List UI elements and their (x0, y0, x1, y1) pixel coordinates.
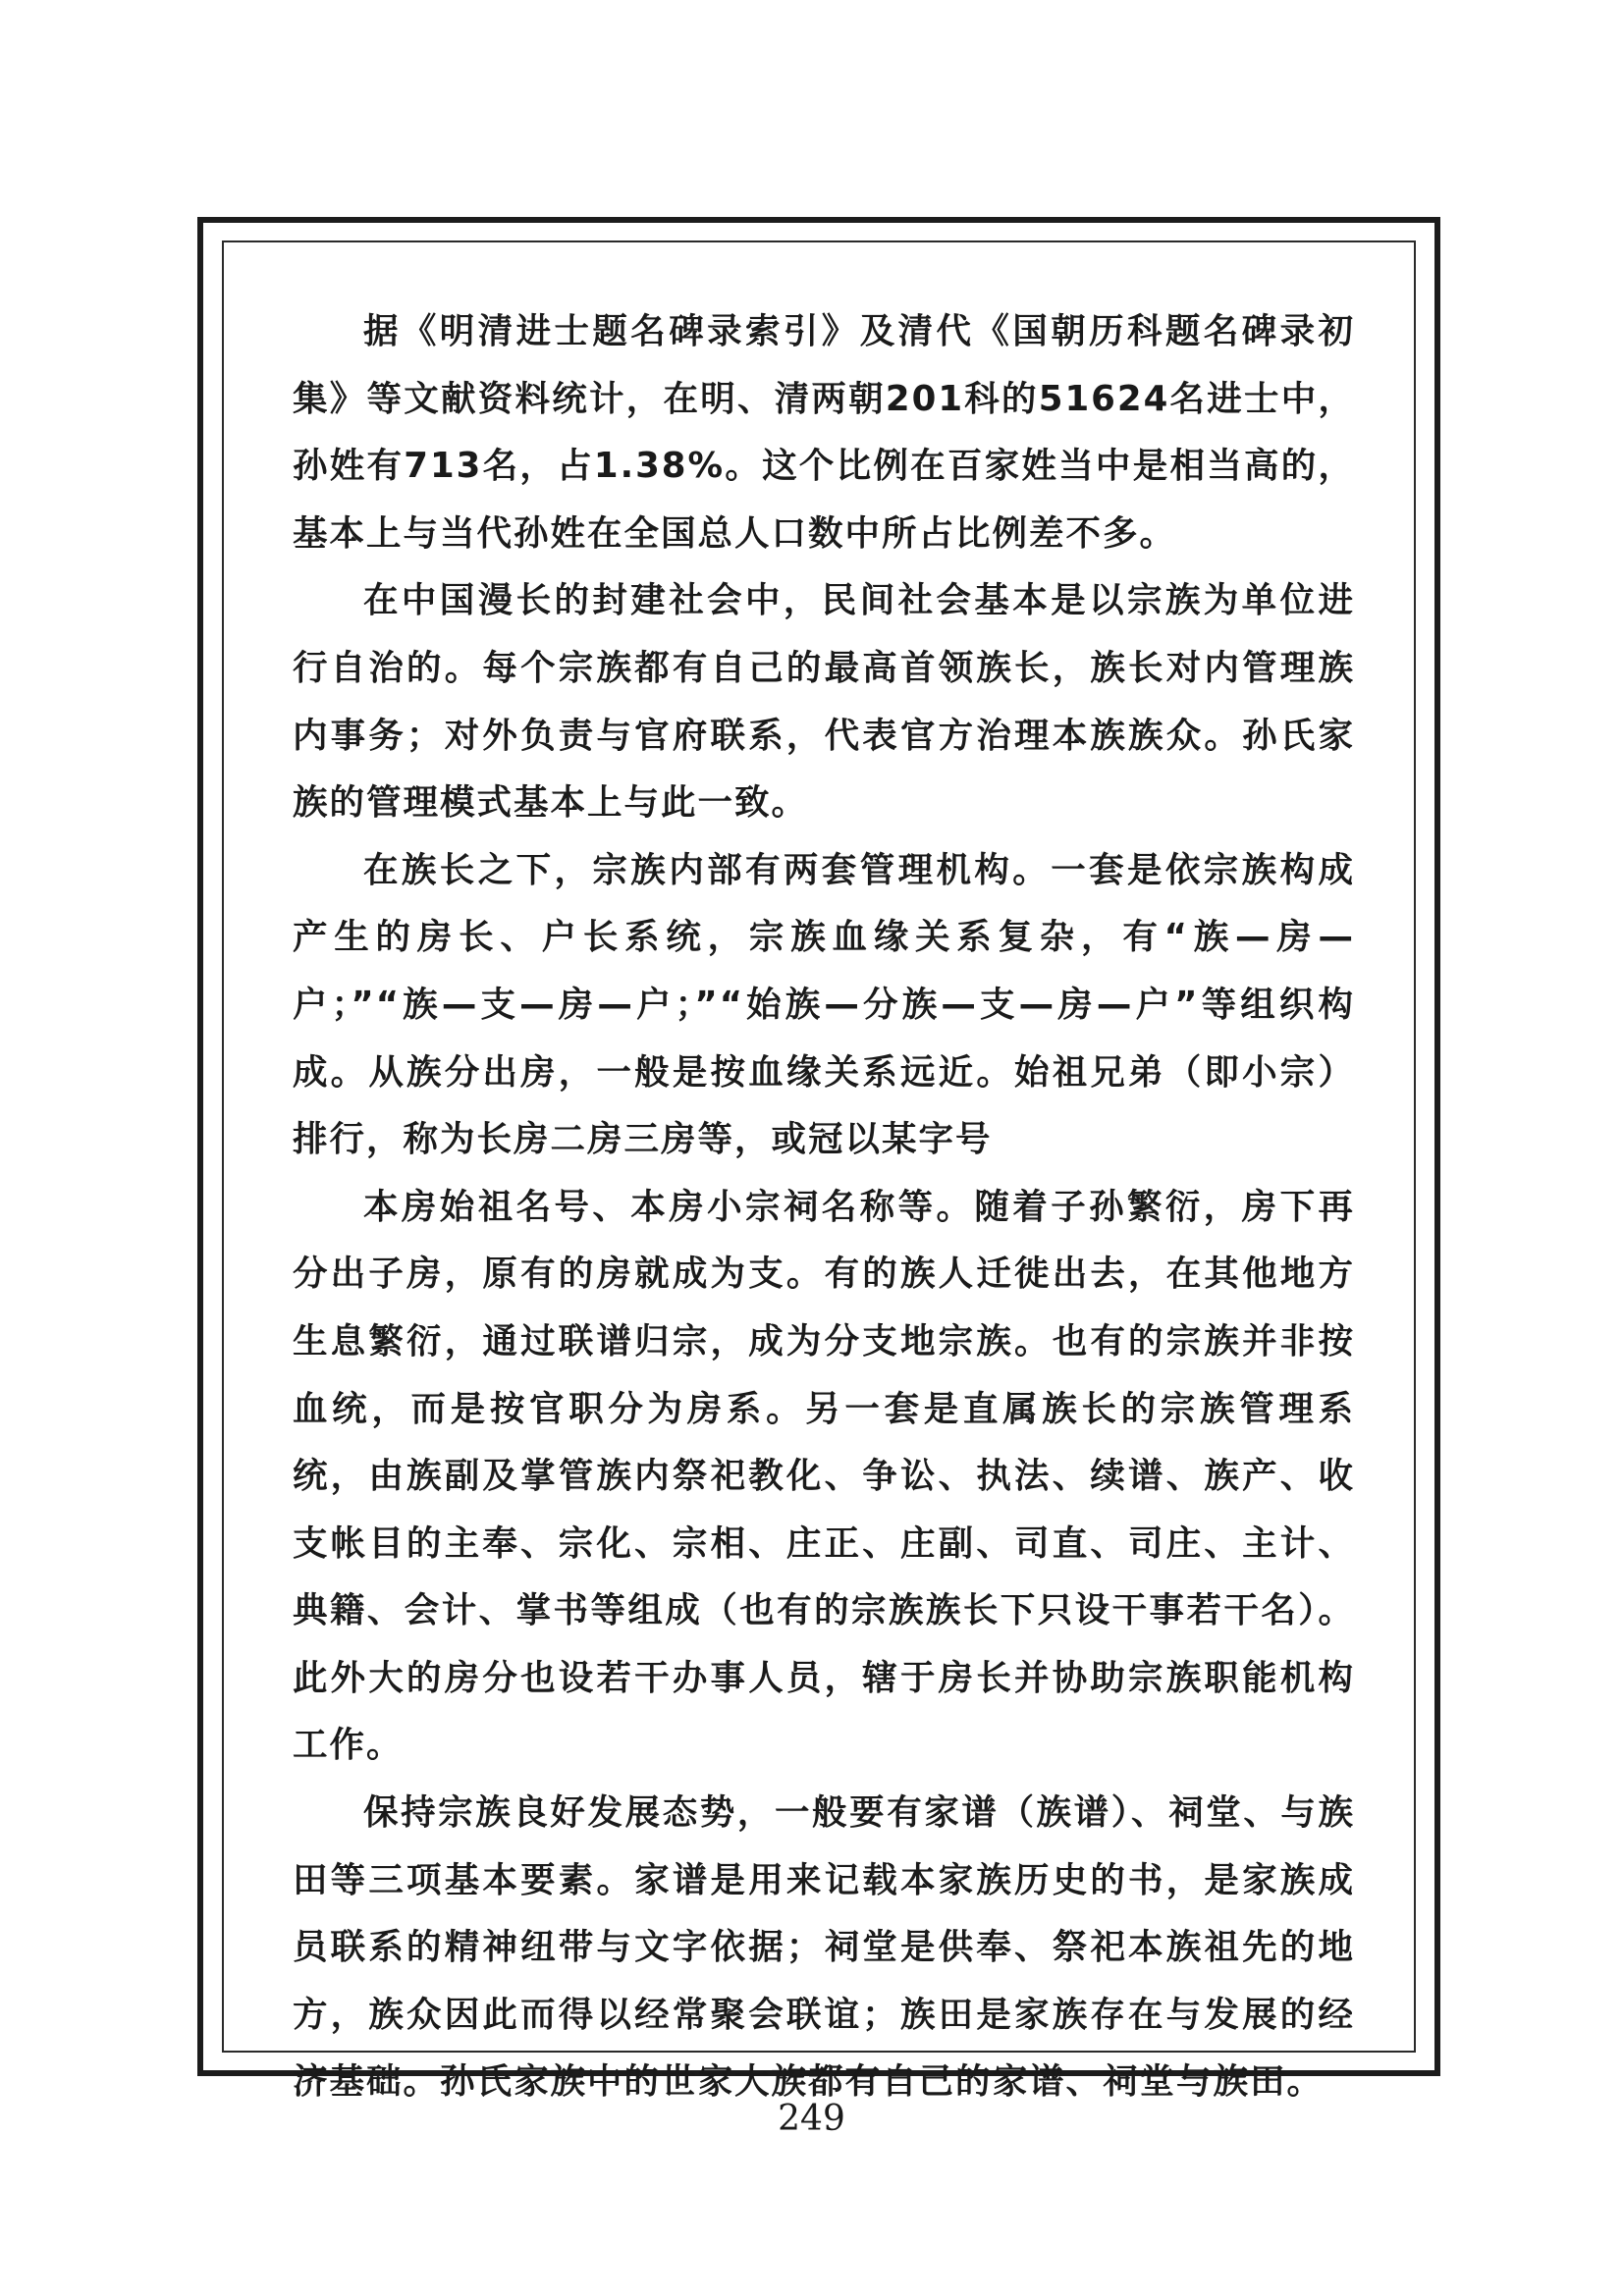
paragraph-3: 在族长之下，宗族内部有两套管理机构。一套是依宗族构成产生的房长、户长系统，宗族血缘关系复杂，有“族—房—户；”“族—支—房—户；”“始族—分族—支—房—户”等组织构成。从族分出房，一般是按血缘关系远近。始祖兄弟（即小宗）排行，称为长房二房三房等，或冠以某字号 (293, 849, 1355, 1160)
paragraph-1: 据《明清进士题名碑录索引》及清代《国朝历科题名碑录初集》等文献资料统计，在明、清两朝201科的51624名进士中，孙姓有713名，占1.38%。这个比例在百家姓当中是相当高的，基本上与当代孙姓在全国总人口数中所占比例差不多。 (293, 311, 1355, 554)
outer-border-frame (197, 217, 1440, 2103)
paragraph-4: 本房始祖名号、本房小宗祠名称等。随着子孙繁衍，房下再分出子房，原有的房就成为支。有的族人迁徙出去，在其他地方生息繁衍，通过联谱归宗，成为分支地宗族。也有的宗族并非按血统，而是按官职分为房系。另一套是直属族长的宗族管理系统，由族副及掌管族内祭祀教化、争讼、执法、续谱、族产、收支帐目的主奉、宗化、宗相、庄正、庄副、司直、司庄、主计、典籍、会计、掌书等组成（也有的宗族族长下只设干事若干名）。此外大的房分也设若干办事人员，辖于房长并协助宗族职能机构工作。 (293, 1186, 1355, 1766)
page-number: 249 (778, 2099, 845, 2139)
inner-border-frame (222, 240, 1416, 2103)
body-text (293, 298, 1355, 2116)
paragraph-2: 在中国漫长的封建社会中，民间社会基本是以宗族为单位进行自治的。每个宗族都有自己的最高首领族长，族长对内管理族内事务；对外负责与官府联系，代表官方治理本族族众。孙氏家族的管理模式基本上与此一致。 (293, 580, 1355, 824)
paragraph-5: 保持宗族良好发展态势，一般要有家谱（族谱）、祠堂、与族田等三项基本要素。家谱是用来记载本家族历史的书，是家族成员联系的精神纽带与文字依据；祠堂是供奉、祭祀本族祖先的地方，族众因此而得以经常聚会联谊；族田是家族存在与发展的经济基础。孙氏家族中的世家大族都有自己的家谱、祠堂与族田。 (293, 1792, 1355, 2103)
